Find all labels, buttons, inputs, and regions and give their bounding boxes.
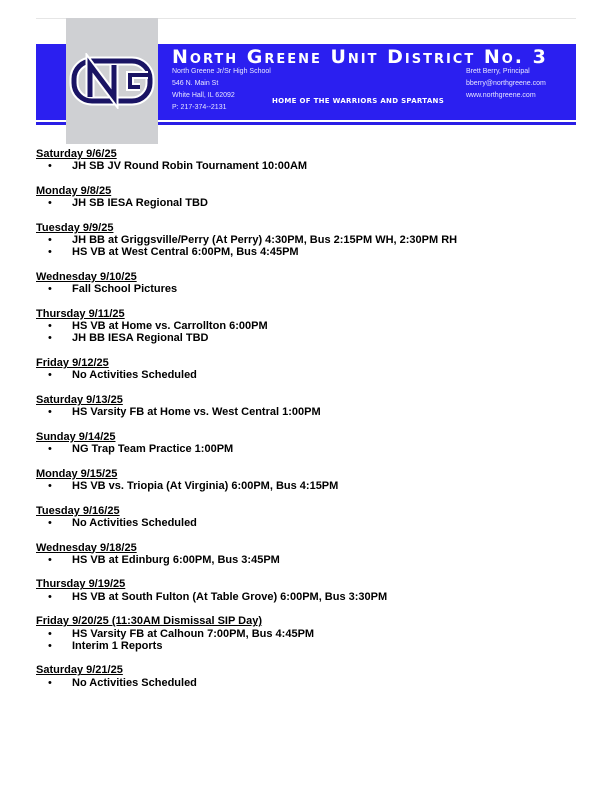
event-list — [36, 677, 576, 689]
bullet-icon: • — [48, 246, 52, 259]
district-logo — [66, 18, 158, 144]
schedule-day — [36, 148, 576, 173]
schedule-day — [36, 222, 576, 259]
schedule-day — [36, 271, 576, 296]
event-text: HS Varsity FB at Calhoun 7:00PM, Bus 4:45PM — [72, 627, 315, 640]
event-item — [36, 234, 576, 246]
bullet-icon: • — [48, 197, 52, 210]
bullet-icon: • — [48, 443, 52, 456]
event-list — [36, 443, 576, 455]
event-item — [36, 406, 576, 418]
event-text: HS VB at Home vs. Carrollton 6:00PM — [72, 320, 268, 333]
event-text: Fall School Pictures — [72, 283, 178, 296]
event-item — [36, 160, 576, 172]
event-item — [36, 628, 576, 640]
schedule-day — [36, 664, 576, 689]
event-item — [36, 517, 576, 529]
address-line: 546 N. Main St — [172, 80, 219, 87]
event-item — [36, 480, 576, 492]
day-heading: Saturday 9/6/25 — [36, 148, 117, 160]
bullet-icon: • — [48, 627, 52, 640]
event-item — [36, 246, 576, 258]
bullet-icon: • — [48, 369, 52, 382]
bullet-icon: • — [48, 406, 52, 419]
bullet-icon: • — [48, 332, 52, 345]
event-list — [36, 554, 576, 566]
event-text: HS VB vs. Triopia (At Virginia) 6:00PM, Bus 4:15PM — [72, 480, 339, 493]
ng-logo-icon — [68, 53, 156, 109]
event-list — [36, 591, 576, 603]
day-heading: Thursday 9/19/25 — [36, 578, 126, 591]
day-heading: Thursday 9/11/25 — [36, 307, 125, 320]
event-list — [36, 320, 576, 345]
event-text: HS Varsity FB at Home vs. West Central 1:00PM — [72, 406, 321, 419]
bullet-icon: • — [48, 234, 52, 247]
schedule-day — [36, 578, 576, 603]
principal-email[interactable]: bberry@northgreene.com — [466, 80, 546, 87]
schedule-day — [36, 308, 576, 345]
event-text: Interim 1 Reports — [72, 639, 163, 652]
event-item — [36, 320, 576, 332]
day-heading: Sunday 9/14/25 — [36, 430, 116, 443]
day-heading: Tuesday 9/16/25 — [36, 504, 120, 517]
event-list — [36, 628, 576, 653]
district-website[interactable]: www.northgreene.com — [466, 92, 536, 99]
event-item — [36, 332, 576, 344]
bullet-icon: • — [48, 516, 52, 529]
event-text: HS VB at South Fulton (At Table Grove) 6:00PM, Bus 3:30PM — [72, 590, 388, 603]
schedule-day — [36, 394, 576, 419]
principal-contact — [466, 66, 546, 102]
event-item — [36, 677, 576, 689]
event-text: No Activities Scheduled — [72, 676, 197, 689]
bullet-icon: • — [48, 676, 52, 689]
bullet-icon: • — [48, 283, 52, 296]
event-text: HS VB at West Central 6:00PM, Bus 4:45PM — [72, 246, 299, 259]
event-item — [36, 554, 576, 566]
event-list — [36, 517, 576, 529]
event-list — [36, 160, 576, 172]
day-heading: Saturday 9/21/25 — [36, 664, 123, 677]
day-heading: Wednesday 9/18/25 — [36, 541, 137, 554]
event-text: No Activities Scheduled — [72, 516, 197, 529]
event-list — [36, 480, 576, 492]
day-heading: Monday 9/15/25 — [36, 467, 118, 480]
event-item — [36, 197, 576, 209]
bullet-icon: • — [48, 480, 52, 493]
tagline: HOME OF THE WARRIORS AND SPARTANS — [272, 97, 445, 105]
event-list — [36, 406, 576, 418]
event-list — [36, 369, 576, 381]
district-name: North Greene Unit District No. 3 — [172, 46, 548, 68]
event-list — [36, 234, 576, 259]
day-heading: Monday 9/8/25 — [36, 184, 112, 197]
principal-name: Brett Berry, Principal — [466, 68, 530, 75]
bullet-icon: • — [48, 320, 52, 333]
event-text: HS VB at Edinburg 6:00PM, Bus 3:45PM — [72, 553, 280, 566]
schedule-day — [36, 185, 576, 210]
address-line: White Hall, IL 62092 — [172, 92, 235, 99]
schedule-day — [36, 431, 576, 456]
address-line: P: 217-374--2131 — [172, 104, 227, 111]
bullet-icon: • — [48, 553, 52, 566]
schedule-day — [36, 505, 576, 530]
bullet-icon: • — [48, 639, 52, 652]
bullet-icon: • — [48, 160, 52, 173]
day-heading: Wednesday 9/10/25 — [36, 270, 137, 283]
event-item — [36, 443, 576, 455]
day-heading: Saturday 9/13/25 — [36, 393, 123, 406]
event-item — [36, 283, 576, 295]
day-heading: Tuesday 9/9/25 — [36, 221, 114, 234]
event-item — [36, 369, 576, 381]
schedule-day — [36, 357, 576, 382]
event-item — [36, 640, 576, 652]
day-heading: Friday 9/20/25 (11:30AM Dismissal SIP Day) — [36, 615, 263, 628]
event-text: JH SB IESA Regional TBD — [72, 197, 208, 210]
event-text: JH BB at Griggsville/Perry (At Perry) 4:30PM, Bus 2:15PM WH, 2:30PM RH — [72, 234, 458, 247]
event-item — [36, 591, 576, 603]
event-text: NG Trap Team Practice 1:00PM — [72, 443, 234, 456]
day-heading: Friday 9/12/25 — [36, 357, 109, 370]
activity-schedule — [36, 148, 576, 701]
bullet-icon: • — [48, 590, 52, 603]
schedule-day — [36, 468, 576, 493]
event-list — [36, 197, 576, 209]
schedule-day — [36, 615, 576, 652]
schedule-day — [36, 542, 576, 567]
event-list — [36, 283, 576, 295]
school-address — [172, 66, 271, 114]
address-line: North Greene Jr/Sr High School — [172, 68, 271, 75]
event-text: No Activities Scheduled — [72, 369, 197, 382]
event-text: JH SB JV Round Robin Tournament 10:00AM — [72, 160, 308, 173]
event-text: JH BB IESA Regional TBD — [72, 332, 209, 345]
